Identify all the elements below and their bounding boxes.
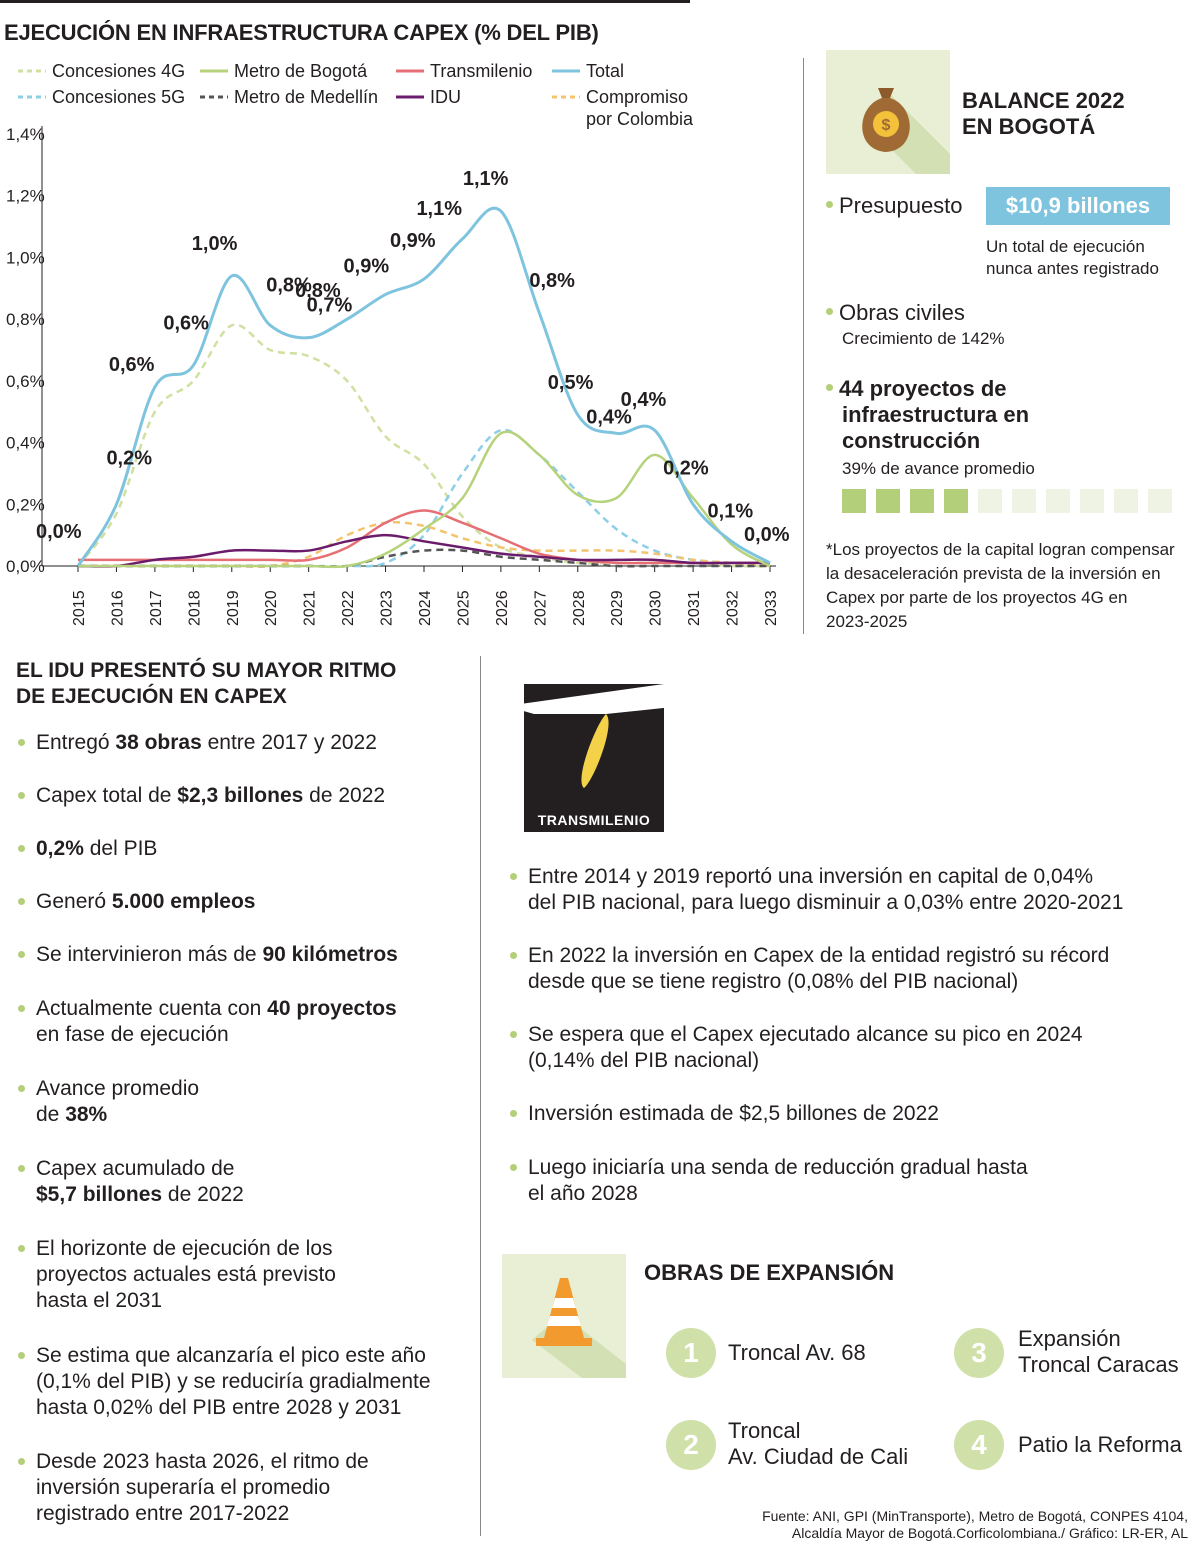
x-tick-label: 2026	[493, 590, 511, 626]
money-bag-icon	[826, 50, 950, 174]
idu-list-item: Se intervinieron más de 90 kilómetros	[18, 942, 468, 968]
series-line-idu	[78, 535, 770, 566]
balance-footnote: *Los proyectos de la capital logran compensar la desaceleración prevista de la inversión en Capex por parte de los proyectos 4G en 2023-2025	[826, 540, 1175, 631]
data-label: 0,2%	[106, 447, 153, 470]
idu-list-item: Avance promedio de 38%	[18, 1076, 468, 1128]
x-tick-label: 2027	[532, 590, 550, 626]
traffic-cone-icon	[502, 1254, 626, 1378]
obra-number-2: 2	[666, 1420, 716, 1470]
obra-label-4: Patio la Reforma	[1018, 1432, 1182, 1457]
obra-label-1: Troncal Av. 68	[728, 1340, 866, 1365]
progress-box	[1080, 489, 1104, 513]
data-label: 0,6%	[163, 312, 209, 335]
x-tick-label: 2029	[609, 590, 627, 626]
data-label: 0,4%	[586, 406, 632, 429]
obras-civiles-label: Obras civiles	[826, 300, 965, 326]
x-tick-label: 2021	[301, 590, 319, 626]
y-tick-label: 1,0%	[6, 248, 45, 268]
x-tick-label: 2015	[71, 590, 88, 626]
transmilenio-logo-text: TRANSMILENIO	[537, 812, 651, 828]
data-label: 0,2%	[663, 457, 709, 480]
data-label: 0,9%	[343, 255, 390, 278]
y-tick-label: 0,8%	[6, 310, 45, 330]
y-tick-label: 1,2%	[6, 186, 45, 206]
idu-list-item: Capex acumulado de $5,7 billones de 2022	[18, 1156, 468, 1208]
data-label: 0,8%	[295, 280, 341, 303]
x-tick-label: 2033	[763, 590, 780, 626]
x-tick-label: 2028	[570, 590, 588, 626]
avance-progress	[842, 489, 1182, 515]
proyectos-note: 39% de avance promedio	[842, 459, 1035, 478]
idu-list-item: Actualmente cuenta con 40 proyectos en fase de ejecución	[18, 996, 468, 1048]
x-tick-label: 2019	[224, 590, 242, 626]
y-tick-label: 0,2%	[6, 495, 45, 515]
progress-box	[910, 489, 934, 513]
data-label: 0,8%	[266, 274, 312, 297]
idu-list-item: Entregó 38 obras entre 2017 y 2022	[18, 730, 468, 756]
data-label: 0,6%	[108, 354, 155, 377]
idu-list-item: 0,2% del PIB	[18, 836, 468, 862]
proyectos-title: 44 proyectos de infraestructura en construcción	[826, 376, 1029, 454]
top-rule	[0, 0, 690, 3]
obra-label-2: Troncal Av. Ciudad de Cali	[728, 1418, 909, 1469]
money-bag-panel	[826, 50, 950, 174]
progress-box	[1046, 489, 1070, 513]
transmilenio-logo-icon	[524, 684, 674, 832]
obras-civiles-note: Crecimiento de 142%	[842, 329, 1005, 348]
obra-label-3: Expansión Troncal Caracas	[1018, 1326, 1179, 1377]
data-label: 1,1%	[416, 197, 463, 220]
x-tick-label: 2032	[724, 590, 742, 626]
progress-box	[876, 489, 900, 513]
data-label: 0,0%	[744, 523, 790, 546]
idu-list-item: Se estima que alcanzaría el pico este año (0,1% del PIB) y se reduciría gradialmente hasta 0,02% del PIB entre 2028 y 2031	[18, 1343, 468, 1421]
line-chart	[0, 118, 790, 648]
x-tick-label: 2025	[455, 590, 473, 626]
x-tick-label: 2018	[186, 590, 204, 626]
balance-title: BALANCE 2022 EN BOGOTÁ	[962, 88, 1125, 139]
y-tick-label: 1,4%	[6, 125, 45, 144]
svg-text:$: $	[881, 117, 891, 134]
separator-middle	[480, 656, 481, 1536]
progress-box	[1012, 489, 1036, 513]
idu-list-item: Capex total de $2,3 billones de 2022	[18, 783, 468, 809]
x-tick-label: 2022	[340, 590, 358, 626]
transmilenio-list-item: Inversión estimada de $2,5 billones de 2022	[510, 1101, 1190, 1127]
x-tick-label: 2017	[147, 590, 165, 626]
transmilenio-list-item: En 2022 la inversión en Capex de la entidad registró su récord desde que se tiene registro (0,08% del PIB nacional)	[510, 943, 1190, 995]
x-tick-label: 2030	[647, 590, 665, 626]
transmilenio-list-item: Entre 2014 y 2019 reportó una inversión en capital de 0,04% del PIB nacional, para luego disminuir a 0,03% entre 2020-2021	[510, 864, 1190, 916]
idu-list-item: El horizonte de ejecución de los proyectos actuales está previsto hasta el 2031	[18, 1236, 468, 1314]
data-label: 0,5%	[547, 371, 594, 394]
obra-number-1: 1	[666, 1328, 716, 1378]
presupuesto-label: Presupuesto	[826, 193, 963, 219]
obras-title: OBRAS DE EXPANSIÓN	[644, 1260, 895, 1285]
progress-box	[1114, 489, 1138, 513]
y-tick-label: 0,6%	[6, 371, 45, 391]
idu-title: EL IDU PRESENTÓ SU MAYOR RITMO DE EJECUCIÓN EN CAPEX	[16, 659, 397, 708]
x-tick-label: 2016	[109, 590, 127, 626]
y-tick-label: 0,0%	[6, 557, 45, 576]
progress-box	[842, 489, 866, 513]
series-line-total	[78, 208, 770, 566]
data-label: 0,1%	[707, 500, 754, 523]
chart-title: EJECUCIÓN EN INFRAESTRUCTURA CAPEX (% DEL PIB)	[4, 20, 599, 45]
data-label: 0,7%	[306, 294, 353, 317]
data-label: 1,0%	[191, 232, 238, 255]
data-label: 0,9%	[390, 230, 436, 253]
transmilenio-list-item: Luego iniciaría una senda de reducción gradual hasta el año 2028	[510, 1155, 1190, 1207]
presupuesto-note: Un total de ejecución nunca antes registrado	[986, 237, 1159, 278]
cone-panel	[502, 1254, 626, 1378]
idu-list-item: Desde 2023 hasta 2026, el ritmo de inversión superaría el promedio registrado entre 2017-2022	[18, 1449, 468, 1527]
transmilenio-list-item: Se espera que el Capex ejecutado alcance su pico en 2024 (0,14% del PIB nacional)	[510, 1022, 1190, 1074]
x-tick-label: 2020	[263, 590, 281, 626]
progress-box	[944, 489, 968, 513]
data-label: 0,8%	[529, 269, 575, 292]
progress-box	[978, 489, 1002, 513]
series-line-metro-de-bogotá	[78, 432, 770, 567]
transmilenio-logo	[524, 684, 664, 832]
x-tick-label: 2031	[686, 590, 704, 626]
source-note: Fuente: ANI, GPI (MinTransporte), Metro de Bogotá, CONPES 4104, Alcaldía Mayor de Bogotá.Corficolombiana./ Gráfico: LR-ER, AL	[762, 1508, 1188, 1541]
presupuesto-value: $10,9 billones	[986, 187, 1170, 225]
obra-number-3: 3	[954, 1328, 1004, 1378]
y-tick-label: 0,4%	[6, 433, 45, 453]
data-label: 0,4%	[620, 389, 667, 412]
x-tick-label: 2024	[417, 590, 434, 626]
progress-box	[1148, 489, 1172, 513]
data-label: 0,0%	[36, 521, 82, 543]
obra-number-4: 4	[954, 1420, 1004, 1470]
data-label: 1,1%	[462, 168, 509, 191]
x-tick-label: 2023	[378, 590, 396, 626]
separator-right	[803, 58, 804, 634]
idu-list-item: Generó 5.000 empleos	[18, 889, 468, 915]
